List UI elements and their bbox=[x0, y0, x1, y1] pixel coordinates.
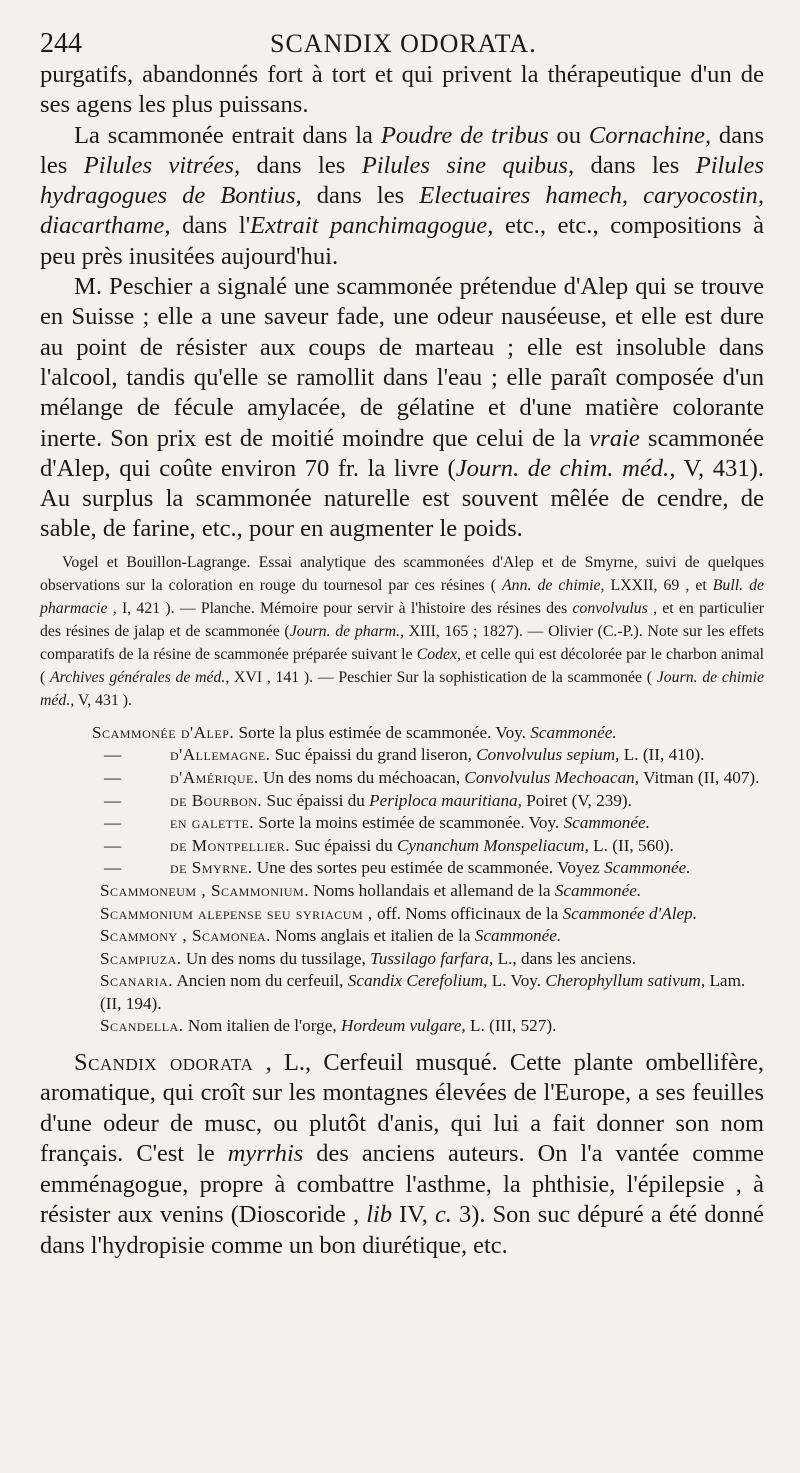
text-run: dans les bbox=[240, 151, 362, 179]
text-run: Un des noms du tussilage, bbox=[181, 948, 371, 968]
text-run: Vitman (II, 407). bbox=[639, 767, 760, 787]
entry-scanaria bbox=[40, 970, 764, 1015]
text-run: Une des sortes peu estimée de scammonée. Voyez bbox=[252, 858, 605, 878]
italic-run: Periploca mauritiana, bbox=[369, 790, 522, 810]
entry-head: de Smyrne. bbox=[170, 858, 253, 878]
ditto-dash: — bbox=[104, 835, 122, 855]
entry-smyrne bbox=[40, 857, 764, 880]
text-run: L., dans les anciens. bbox=[493, 948, 637, 968]
text-run: Poiret (V, 239). bbox=[521, 790, 632, 810]
running-title: SCANDIX ODORATA. bbox=[270, 29, 537, 58]
paragraph-continuation bbox=[40, 60, 764, 121]
entry-head: Scampiuza. bbox=[100, 948, 182, 968]
italic-run: Cynanchum Monspeliacum, bbox=[396, 835, 589, 855]
text-run: L. (II, 410). bbox=[619, 745, 705, 765]
text-run: etc., etc., compositions à peu près inusitées aujourd'hui. bbox=[40, 212, 764, 270]
text-run: dans les bbox=[40, 121, 765, 179]
entry-scammonee-alep bbox=[40, 722, 764, 745]
text-run: V, 431). Au surplus la scammonée naturelle est souvent mêlée de cendre, de sable, de farine, etc., pour en augmenter le poids. bbox=[40, 454, 764, 543]
paragraph-scammonee-compositions bbox=[40, 121, 764, 272]
text-run: V, 431 ). bbox=[74, 691, 133, 709]
ditto-dash: — bbox=[104, 813, 122, 833]
text-run: Noms hollandais et allemand de la bbox=[309, 880, 555, 900]
italic-run: Journ. de chimie méd., bbox=[40, 668, 764, 709]
ditto-dash: — bbox=[104, 790, 122, 810]
entry-scandella bbox=[40, 1015, 764, 1038]
text-run: Sorte la plus estimée de scammonée. Voy. bbox=[234, 722, 531, 742]
text-run: Lam. (II, 194). bbox=[100, 971, 746, 1013]
entry-head: de Bourbon. bbox=[170, 790, 263, 810]
ditto-dash: — bbox=[104, 745, 122, 765]
italic-run: vraie bbox=[589, 424, 640, 452]
entry-head: Scandella. bbox=[100, 1016, 184, 1036]
text-run: L. (II, 560). bbox=[588, 835, 674, 855]
entry-scammoneum bbox=[40, 880, 764, 903]
italic-run: Journ. de pharm., bbox=[289, 622, 404, 640]
text-run: XVI , 141 ). — Peschier Sur la sophistication de la scammonée ( bbox=[229, 668, 657, 686]
text-run: dans les bbox=[574, 151, 696, 179]
italic-run: Pilules sine quibus, bbox=[361, 151, 575, 179]
section-gap bbox=[40, 1038, 764, 1048]
italic-run: Scammonée. bbox=[563, 813, 650, 833]
italic-run: Scammonée. bbox=[554, 880, 642, 900]
italic-run: Convolvulus Mechoacan, bbox=[464, 767, 640, 787]
paragraph-text: purgatifs, abandonnés fort à tort et qui privent la thérapeutique d'un de ses agens les plus puissans. bbox=[40, 61, 764, 119]
entry-amerique bbox=[40, 767, 764, 790]
italic-run: Bull. de pharmacie , bbox=[40, 576, 765, 617]
text-run: ou bbox=[548, 121, 589, 149]
entry-scampiuza bbox=[40, 948, 764, 971]
text-run: off. Noms officinaux de la bbox=[372, 903, 563, 923]
entry-head: Scammonée d'Alep. bbox=[92, 722, 235, 742]
italic-run: Scandix Cerefolium, bbox=[347, 971, 488, 991]
italic-run: Scammonée d'Alep. bbox=[562, 903, 698, 923]
italic-run: c. bbox=[434, 1201, 452, 1229]
bibliography-notes bbox=[40, 551, 764, 712]
italic-run: Pilules vitrées, bbox=[83, 151, 241, 179]
italic-run: Poudre de tribus bbox=[380, 121, 549, 149]
ditto-dash: — bbox=[104, 858, 122, 878]
ditto-dash: — bbox=[104, 767, 122, 787]
italic-run: Pilules hydragogues de Bontius, bbox=[40, 151, 764, 210]
text-run: XIII, 165 ; 1827). — Olivier (C.-P.). Note sur les effets comparatifs de la résine de scammonée préparée suivant le bbox=[40, 622, 764, 663]
text-run: dans les bbox=[301, 182, 420, 210]
text-run: des anciens auteurs. On l'a vantée comme emménagogue, propre à combattre l'asthme, la phthisie, l'épilepsie , à résister aux venins (Dioscoride , bbox=[40, 1140, 765, 1229]
text-run: L. (III, 527). bbox=[465, 1016, 557, 1036]
paragraph-peschier bbox=[40, 272, 764, 545]
entry-scammonium-alepense bbox=[40, 903, 764, 926]
text-run: 3). Son suc dépuré a été donné dans l'hydropisie comme un bon diurétique, etc. bbox=[40, 1201, 764, 1259]
text-run: et en particulier des résines de jalap et de scammonée ( bbox=[40, 599, 764, 640]
entry-bourbon bbox=[40, 790, 764, 813]
text-run: dans l' bbox=[170, 212, 251, 240]
text-run: Noms anglais et italien de la bbox=[270, 926, 475, 946]
italic-run: Hordeum vulgare, bbox=[340, 1016, 466, 1036]
italic-run: Convolvulus sepium, bbox=[476, 745, 620, 765]
italic-run: Scammonée. bbox=[530, 722, 617, 742]
italic-run: Electuaires hamech, caryocostin, diacarthame, bbox=[40, 182, 764, 240]
page-header bbox=[40, 0, 764, 60]
text-run: IV, bbox=[392, 1201, 435, 1229]
italic-run: Cherophyllum sativum, bbox=[545, 971, 706, 991]
dictionary-entries bbox=[40, 722, 764, 1038]
italic-run: Archives générales de méd., bbox=[49, 668, 230, 686]
entry-montpellier bbox=[40, 835, 764, 858]
italic-run: Codex, bbox=[416, 645, 461, 663]
entry-head: d'Allemagne. bbox=[170, 745, 271, 765]
text-run: et celle qui est décolorée par le charbon animal ( bbox=[40, 645, 764, 686]
entry-scammony bbox=[40, 925, 764, 948]
text-run: Un des noms du méchoacan, bbox=[258, 767, 465, 787]
entry-head: d'Amérique. bbox=[170, 767, 259, 787]
italic-run: Journ. de chim. méd., bbox=[455, 454, 676, 482]
italic-run: Ann. de chimie, bbox=[502, 576, 605, 594]
italic-run: Tussilago farfara, bbox=[370, 948, 494, 968]
page-number: 244 bbox=[40, 28, 82, 59]
italic-run: Extrait panchimagogue, bbox=[250, 212, 494, 240]
italic-run: myrrhis bbox=[227, 1140, 304, 1168]
italic-run: convolvulus , bbox=[572, 599, 658, 617]
text-run: LXXII, 69 , et bbox=[604, 576, 713, 594]
entry-galette bbox=[40, 812, 764, 835]
italic-run: Scammonée. bbox=[604, 858, 691, 878]
text-run: Suc épaissi du grand liseron, bbox=[270, 745, 477, 765]
text-run: Suc épaissi du bbox=[290, 835, 397, 855]
text-run: Sorte la moins estimée de scammonée. Voy. bbox=[254, 813, 564, 833]
text-run: Nom italien de l'orge, bbox=[183, 1016, 341, 1036]
text-run: La scammonée entrait dans la bbox=[74, 121, 381, 149]
entry-head: Scammoneum , Scammonium. bbox=[100, 880, 309, 900]
text-run: L. Voy. bbox=[487, 971, 546, 991]
text-run: Suc épaissi du bbox=[262, 790, 370, 810]
italic-run: Scammonée. bbox=[474, 926, 562, 946]
italic-run: Cornachine, bbox=[588, 121, 712, 149]
text-run: Vogel et Bouillon-Lagrange. Essai analytique des scammonées d'Alep et de Smyrne, suivi de quelques observations sur la coloration en rouge du tournesol par ces résines ( bbox=[40, 553, 764, 594]
entry-allemagne bbox=[40, 744, 764, 767]
text-run: Ancien nom du cerfeuil, bbox=[173, 971, 348, 991]
italic-run: lib bbox=[366, 1201, 393, 1229]
text-run: , L., Cerfeuil musqué. Cette plante ombellifère, aromatique, qui croît sur les montagnes élevées de l'Europe, a ses feuilles d'une odeur de musc, ou plutôt d'anis, qui lui a fait donner son nom français. C'est le bbox=[40, 1049, 764, 1168]
text-run: I, 421 ). — Planche. Mémoire pour servir à l'histoire des résines des bbox=[116, 599, 573, 617]
entry-head: Scammony , Scamonea. bbox=[100, 926, 271, 946]
entry-head: Scammonium alepense seu syriacum , bbox=[100, 903, 373, 923]
entry-scandix-odorata bbox=[40, 1048, 764, 1261]
entry-head: Scandix odorata bbox=[74, 1049, 254, 1077]
entry-head: Scanaria. bbox=[100, 971, 174, 991]
entry-head: de Montpellier. bbox=[170, 835, 291, 855]
entry-head: en galette. bbox=[170, 813, 255, 833]
text-run: M. Peschier a signalé une scammonée prétendue d'Alep qui se trouve en Suisse ; elle a une saveur fade, une odeur nauséeuse, et elle est dure au point de résister aux coups de marteau ; elle est insoluble dans l'alcool, tandis qu'elle se ramollit dans l'eau ; elle paraît composée d'un mélange de fécule amylacée, de gélatine et d'une matière colorante inerte. Son prix est de moitié moindre que celui de la bbox=[40, 273, 764, 452]
text-run: scammonée d'Alep, qui coûte environ 70 fr. la livre ( bbox=[40, 424, 764, 482]
